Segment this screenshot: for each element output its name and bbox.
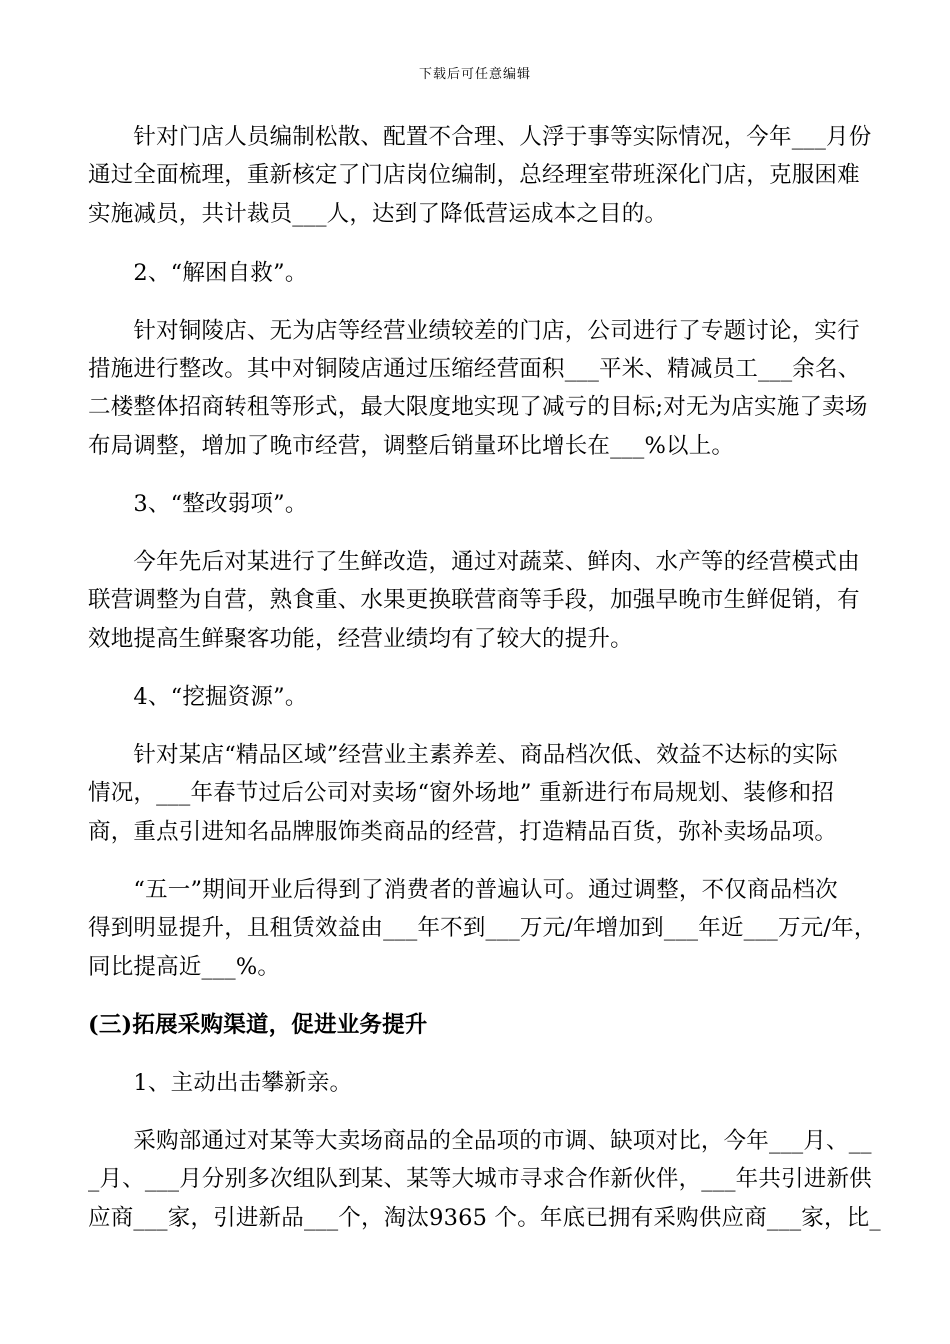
text-line: 针对门店人员编制松散、配置不合理、人浮于事等实际情况，今年___月份 [88,124,872,150]
section-heading: 1、主动出击攀新亲。 [88,1070,353,1096]
text-line: 情况，___年春节过后公司对卖场“窗外场地” 重新进行布局规划、装修和招 [88,780,835,806]
text-line: _月、___月分别多次组队到某、某等大城市寻求合作新伙伴，___年共引进新供 [88,1166,872,1192]
chapter-heading: (三)拓展采购渠道，促进业务提升 [88,1012,428,1038]
text-line: 应商___家，引进新品___个，淘汰9365 个。年底已拥有采购供应商___家，比_ [88,1205,881,1231]
text-line: 布局调整，增加了晚市经营，调整后销量环比增长在___%以上。 [88,433,735,459]
text-line: 采购部通过对某等大卖场商品的全品项的市调、缺项对比，今年___月、__ [88,1128,872,1154]
page-header: 下载后可任意编辑 [418,67,531,82]
text-line: 商，重点引进知名品牌服饰类商品的经营，打造精品百货，弥补卖场品项。 [88,819,838,845]
text-line: 针对某店“精品区域”经营业主素养差、商品档次低、效益不达标的实际 [88,742,838,768]
text-line: 通过全面梳理，重新核定了门店岗位编制，总经理室带班深化门店，克服困难 [88,162,860,188]
text-line: 联营调整为自营，熟食重、水果更换联营商等手段，加强早晚市生鲜促销，有 [88,587,860,613]
text-line: 效地提高生鲜聚客功能，经营业绩均有了较大的提升。 [88,626,633,652]
text-line: “五一”期间开业后得到了消费者的普遍认可。通过调整，不仅商品档次 [88,877,838,903]
text-line: 二楼整体招商转租等形式，最大限度地实现了减亏的目标;对无为店实施了卖场 [88,394,868,420]
text-line: 针对铜陵店、无为店等经营业绩较差的门店，公司进行了专题讨论，实行 [88,318,860,344]
text-line: 实施减员，共计裁员___人，达到了降低营运成本之目的。 [88,201,668,227]
text-line: 今年先后对某进行了生鲜改造，通过对蔬菜、鲜肉、水产等的经营模式由 [88,549,860,575]
section-heading: 3、“整改弱项”。 [88,491,308,517]
text-line: 措施进行整改。其中对铜陵店通过压缩经营面积___平米、精减员工___余名、 [88,356,861,382]
text-line: 得到明显提升，且租赁效益由___年不到___万元/年增加到___年近___万元/年， [88,915,877,941]
section-heading: 4、“挖掘资源”。 [88,684,308,710]
section-heading: 2、“解困自救”。 [88,260,308,286]
text-line: 同比提高近___%。 [88,954,281,980]
